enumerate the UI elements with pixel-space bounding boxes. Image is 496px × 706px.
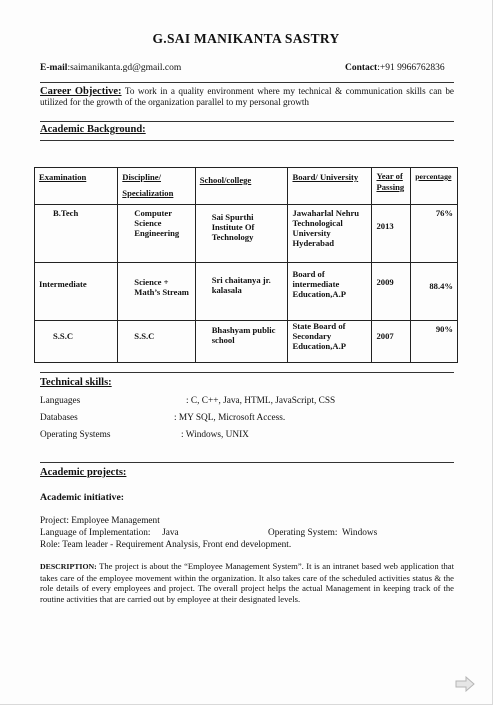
cell-board: Board of intermediate Education,A.P (288, 263, 372, 321)
objective-label: Career Objective: (40, 86, 122, 97)
project-language: Language of Implementation: Java (40, 528, 179, 538)
projects-title: Academic projects: (40, 467, 127, 478)
skill-value: : Windows, UNIX (181, 430, 249, 440)
cell-board: Jawaharlal Nehru Technological University Hyderabad (288, 205, 372, 263)
contact-line (345, 63, 445, 73)
skill-label: Languages (40, 396, 81, 406)
cell-examination: Intermediate (35, 263, 118, 321)
table-row (35, 263, 458, 321)
contact-value: :+91 9966762836 (377, 63, 445, 73)
table-row (35, 321, 458, 363)
divider (40, 372, 454, 373)
skill-label: Operating Systems (40, 430, 111, 440)
contact-label: Contact (345, 63, 378, 73)
divider (40, 82, 454, 83)
cell-year: 2009 (372, 263, 411, 321)
divider (40, 140, 454, 141)
col-year: Year of Passing (372, 168, 411, 205)
description-label: DESCRIPTION: (40, 562, 97, 571)
cell-school: Sai Spurthi Institute Of Technology (195, 205, 288, 263)
career-objective (40, 86, 454, 108)
col-discipline: Discipline/ Specialization (118, 168, 195, 205)
cell-school: Sri chaitanya jr. kalasala (195, 263, 288, 321)
arrow-right-icon[interactable] (455, 676, 475, 692)
cell-year: 2013 (372, 205, 411, 263)
divider (40, 121, 454, 122)
project-os: Operating System: Windows (268, 528, 378, 538)
table-header-row (35, 168, 458, 205)
cell-examination: B.Tech (35, 205, 118, 263)
project-description (40, 561, 454, 604)
table-row (35, 205, 458, 263)
cell-percentage: 90% (411, 321, 458, 363)
cell-percentage: 88.4% (411, 263, 458, 321)
academic-table (34, 167, 458, 363)
col-examination: Examination (35, 168, 118, 205)
email-label: E-mail (40, 63, 68, 73)
cell-examination: S.S.C (35, 321, 118, 363)
project-name: Project: Employee Management (40, 516, 160, 526)
email-line (40, 63, 181, 73)
skills-title: Technical skills: (40, 377, 112, 388)
cell-discipline: Science + Math’s Stream (118, 263, 195, 321)
academic-title: Academic Background: (40, 124, 146, 135)
cell-school: Bhashyam public school (195, 321, 288, 363)
project-role: Role: Team leader - Requirement Analysis, Front end development. (40, 540, 292, 550)
candidate-name: G.SAI MANIKANTA SASTRY (152, 31, 340, 46)
col-school: School/college (195, 168, 288, 205)
projects-subtitle: Academic initiative: (40, 492, 125, 503)
cell-discipline: S.S.C (118, 321, 195, 363)
cell-board: State Board of Secondary Education,A.P (288, 321, 372, 363)
description-text: The project is about the “Employee Management System”. It is an intranet based web application that takes care of the employee movement within the organization. It also takes care of the scheduled activities status & the role details of every employees and project. The overall project helps the actual Management in keeping track of the routine activities that are carried out by employee at their designated levels. (40, 561, 454, 604)
skill-label: Databases (40, 413, 78, 423)
col-percentage: percentage (411, 168, 458, 205)
objective-text: To work in a quality environment where my technical & communication skills can be utilized for the growth of the organization parallel to my personal growth (40, 86, 454, 107)
email-value: :saimanikanta.gd@gmail.com (67, 63, 182, 73)
skill-value: : C, C++, Java, HTML, JavaScript, CSS (186, 396, 336, 406)
cell-discipline: Computer Science Engineering (118, 205, 195, 263)
skill-value: : MY SQL, Microsoft Access. (174, 413, 286, 423)
cell-percentage: 76% (411, 205, 458, 263)
cell-year: 2007 (372, 321, 411, 363)
col-board: Board/ University (288, 168, 372, 205)
divider (40, 462, 454, 463)
